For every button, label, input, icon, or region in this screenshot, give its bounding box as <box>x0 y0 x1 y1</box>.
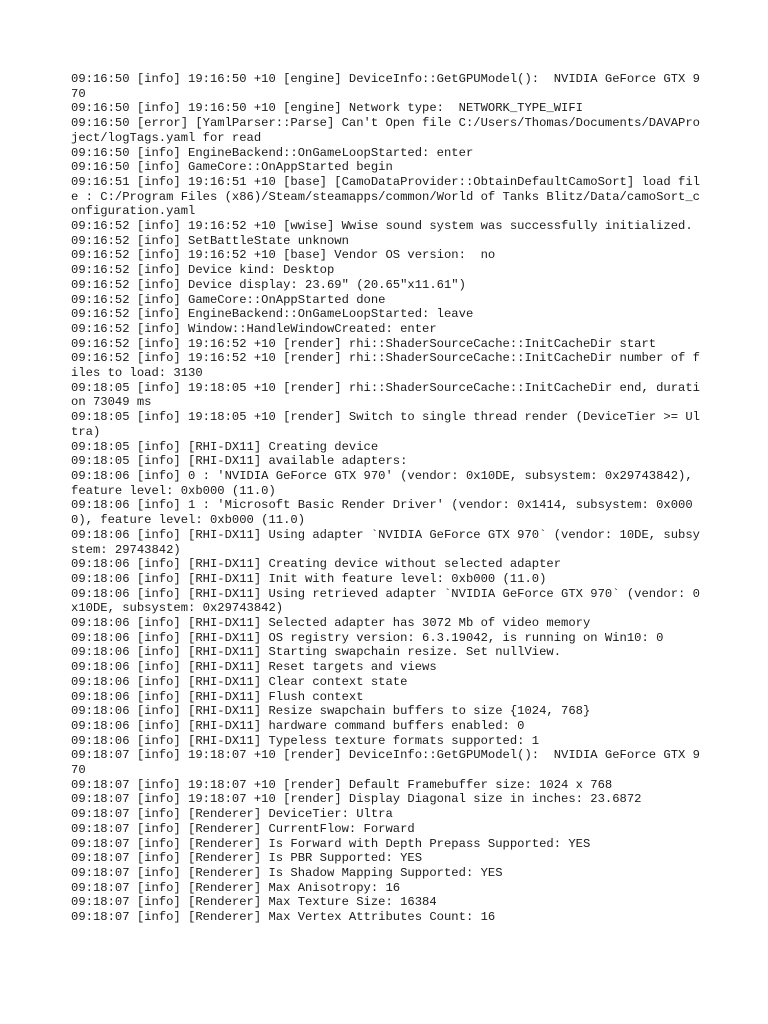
log-line: 09:18:06 [info] [RHI-DX11] Typeless texture formats supported: 1 <box>71 733 540 748</box>
log-document <box>71 72 701 925</box>
log-line: 09:18:07 [info] [Renderer] DeviceTier: Ultra <box>71 807 393 822</box>
log-line: 09:18:07 [info] [Renderer] Is Shadow Mapping Supported: YES <box>71 865 503 880</box>
log-line: 09:16:50 [info] 19:16:50 +10 [engine] DeviceInfo::GetGPUModel(): NVIDIA GeForce GTX 970 <box>71 72 700 101</box>
log-line: 09:18:06 [info] 0 : 'NVIDIA GeForce GTX 970' (vendor: 0x10DE, subsystem: 0x29743842), feature level: 0xb000 (11.0) <box>71 468 700 498</box>
log-line: 09:18:07 [info] 19:18:07 +10 [render] Display Diagonal size in inches: 23.6872 <box>71 792 642 807</box>
log-line: 09:18:07 [info] [Renderer] Max Vertex Attributes Count: 16 <box>71 910 496 925</box>
log-line: 09:16:52 [info] GameCore::OnAppStarted done <box>71 292 386 307</box>
log-line: 09:18:05 [info] 19:18:05 +10 [render] rhi::ShaderSourceCache::InitCacheDir end, duration 73049 ms <box>71 380 700 410</box>
log-line: 09:16:52 [info] Device display: 23.69" (20.65"x11.61") <box>71 277 466 292</box>
log-line: 09:18:06 [info] [RHI-DX11] Resize swapchain buffers to size {1024, 768} <box>71 704 591 719</box>
log-line: 09:18:06 [info] [RHI-DX11] Creating device without selected adapter <box>71 557 562 572</box>
log-line: 09:18:07 [info] [Renderer] Max Texture Size: 16384 <box>71 895 437 910</box>
log-line: 09:16:52 [info] 19:16:52 +10 [wwise] Wwise sound system was successfully initialized. <box>71 219 693 234</box>
log-line: 09:18:06 [info] [RHI-DX11] Using retrieved adapter `NVIDIA GeForce GTX 970` (vendor: 0x10DE, subsystem: 0x29743842) <box>71 586 700 616</box>
log-line: 09:18:07 [info] [Renderer] CurrentFlow: Forward <box>71 821 415 836</box>
log-line: 09:16:52 [info] EngineBackend::OnGameLoopStarted: leave <box>71 307 474 322</box>
log-line: 09:18:07 [info] 19:18:07 +10 [render] DeviceInfo::GetGPUModel(): NVIDIA GeForce GTX 970 <box>71 748 700 778</box>
log-line: 09:18:06 [info] [RHI-DX11] Init with feature level: 0xb000 (11.0) <box>71 571 547 586</box>
log-line: 09:18:06 [info] [RHI-DX11] Selected adapter has 3072 Mb of video memory <box>71 616 591 631</box>
log-line: 09:18:06 [info] [RHI-DX11] Flush context <box>71 689 364 704</box>
log-line: 09:16:50 [info] GameCore::OnAppStarted begin <box>71 160 393 175</box>
log-line: 09:16:52 [info] SetBattleState unknown <box>71 233 349 248</box>
log-line: 09:18:07 [info] [Renderer] Max Anisotropy: 16 <box>71 880 401 895</box>
log-line: 09:18:07 [info] 19:18:07 +10 [render] Default Framebuffer size: 1024 x 768 <box>71 777 613 792</box>
log-line: 09:16:50 [info] EngineBackend::OnGameLoopStarted: enter <box>71 145 474 160</box>
log-line: 09:18:07 [info] [Renderer] Is Forward with Depth Prepass Supported: YES <box>71 836 591 851</box>
log-line: 09:18:06 [info] [RHI-DX11] OS registry version: 6.3.19042, is running on Win10: 0 <box>71 630 664 645</box>
log-line: 09:18:05 [info] 19:18:05 +10 [render] Switch to single thread render (DeviceTier >= Ultra) <box>71 410 700 439</box>
log-line: 09:16:52 [info] 19:16:52 +10 [render] rhi::ShaderSourceCache::InitCacheDir start <box>71 336 657 351</box>
log-line: 09:18:06 [info] [RHI-DX11] Using adapter `NVIDIA GeForce GTX 970` (vendor: 10DE, subsystem: 29743842) <box>71 527 700 557</box>
log-line: 09:16:50 [error] [YamlParser::Parse] Can't Open file C:/Users/Thomas/Documents/DAVAProject/logTags.yaml for read <box>71 116 700 145</box>
log-line: 09:18:06 [info] [RHI-DX11] Reset targets and views <box>71 660 437 675</box>
log-line: 09:16:50 [info] 19:16:50 +10 [engine] Network type: NETWORK_TYPE_WIFI <box>71 101 583 116</box>
log-line: 09:16:52 [info] Device kind: Desktop <box>71 263 335 278</box>
log-line: 09:18:05 [info] [RHI-DX11] Creating device <box>71 439 379 454</box>
log-line: 09:18:06 [info] 1 : 'Microsoft Basic Render Driver' (vendor: 0x1414, subsystem: 0x0000), feature level: 0xb000 (11.0) <box>71 498 693 528</box>
log-line: 09:16:52 [info] 19:16:52 +10 [render] rhi::ShaderSourceCache::InitCacheDir number of files to load: 3130 <box>71 351 700 381</box>
log-line: 09:18:05 [info] [RHI-DX11] available adapters: <box>71 454 408 469</box>
log-line: 09:16:52 [info] 19:16:52 +10 [base] Vendor OS version: no <box>71 248 496 263</box>
log-line: 09:18:06 [info] [RHI-DX11] hardware command buffers enabled: 0 <box>71 718 525 733</box>
log-line: 09:18:06 [info] [RHI-DX11] Clear context state <box>71 674 408 689</box>
log-line: 09:18:06 [info] [RHI-DX11] Starting swapchain resize. Set nullView. <box>71 645 562 660</box>
log-line: 09:16:52 [info] Window::HandleWindowCreated: enter <box>71 321 437 336</box>
log-line: 09:18:07 [info] [Renderer] Is PBR Supported: YES <box>71 851 423 866</box>
log-line: 09:16:51 [info] 19:16:51 +10 [base] [CamoDataProvider::ObtainDefaultCamoSort] load file : C:/Program Files (x86)/Steam/steamapps/common/World of Tanks Blitz/Data/camoSort_configuration.yaml <box>71 174 700 219</box>
